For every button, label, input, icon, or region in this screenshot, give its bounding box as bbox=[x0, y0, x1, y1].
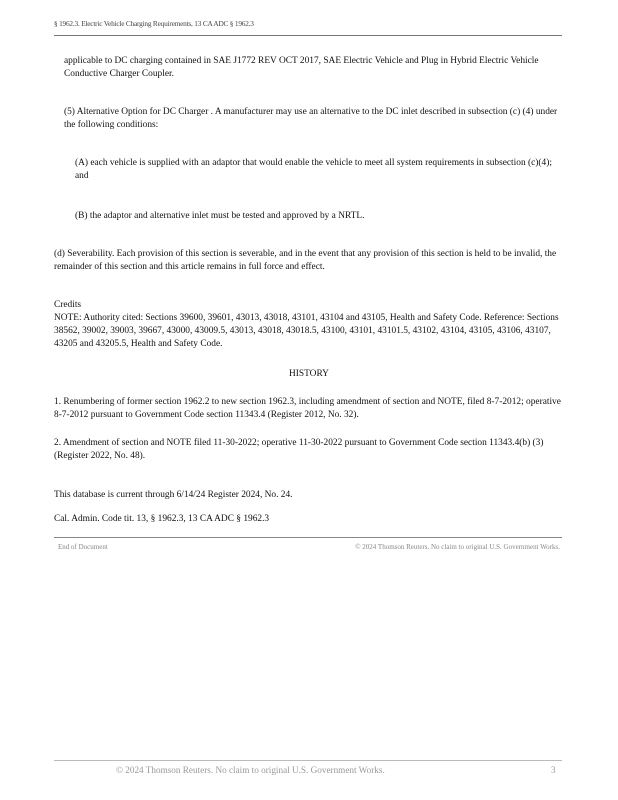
history-item-1: 1. Renumbering of former section 1962.2 to new section 1962.3, including amendment of section and NOTE, filed 8-7-2012; operative 8-7-2012 pursuant to Government Code section 11343.4 (Register 2012, No. 32). bbox=[54, 397, 561, 420]
database-currency: This database is current through 6/14/24 Register 2024, No. 24. bbox=[54, 490, 293, 500]
page-footer-copyright: © 2024 Thomson Reuters. No claim to original U.S. Government Works. bbox=[116, 765, 385, 775]
citation: Cal. Admin. Code tit. 13, § 1962.3, 13 CA ADC § 1962.3 bbox=[54, 514, 270, 524]
paragraph-5b: (B) the adaptor and alternative inlet must be tested and approved by a NRTL. bbox=[75, 211, 365, 221]
page-footer-rule bbox=[54, 760, 562, 761]
paragraph-5: (5) Alternative Option for DC Charger . A manufacturer may use an alternative to the DC inlet described in subsection (c) (4) under the following conditions: bbox=[64, 107, 558, 130]
paragraph-5a: (A) each vehicle is supplied with an adaptor that would enable the vehicle to meet all system requirements in subsection (c)(4); and bbox=[75, 158, 552, 181]
credits-note: NOTE: Authority cited: Sections 39600, 39601, 43013, 43018, 43101, 43104 and 43105, Health and Safety Code. Reference: Sections 38562, 39002, 39003, 39667, 43000, 43009.5, 43013, 43018, 43018.5, 43100, 43101, 43101.5, 43102, 43104, 43105, 43106, 43107, 43205 and 43205.5, Health and Safety Code. bbox=[54, 313, 559, 349]
paragraph-d: (d) Severability. Each provision of this section is severable, and in the event that any provision of this section is held to be invalid, the remainder of this section and this article remains in full force and effect. bbox=[54, 249, 557, 272]
end-rule bbox=[54, 537, 562, 538]
end-copyright: © 2024 Thomson Reuters. No claim to original U.S. Government Works. bbox=[355, 543, 560, 551]
end-of-document-label: End of Document bbox=[58, 543, 108, 551]
history-item-2: 2. Amendment of section and NOTE filed 11-30-2022; operative 11-30-2022 pursuant to Government Code section 11343.4(b) (3) (Register 2022, No. 48). bbox=[54, 438, 544, 461]
page-number: 3 bbox=[551, 765, 556, 775]
history-heading: HISTORY bbox=[289, 369, 329, 379]
credits-heading: Credits bbox=[54, 300, 82, 310]
running-header: § 1962.3. Electric Vehicle Charging Requirements, 13 CA ADC § 1962.3 bbox=[54, 19, 254, 28]
header-rule bbox=[54, 35, 562, 36]
paragraph-top: applicable to DC charging contained in SAE J1772 REV OCT 2017, SAE Electric Vehicle and Plug in Hybrid Electric Vehicle Conductive Charger Coupler. bbox=[64, 56, 539, 79]
